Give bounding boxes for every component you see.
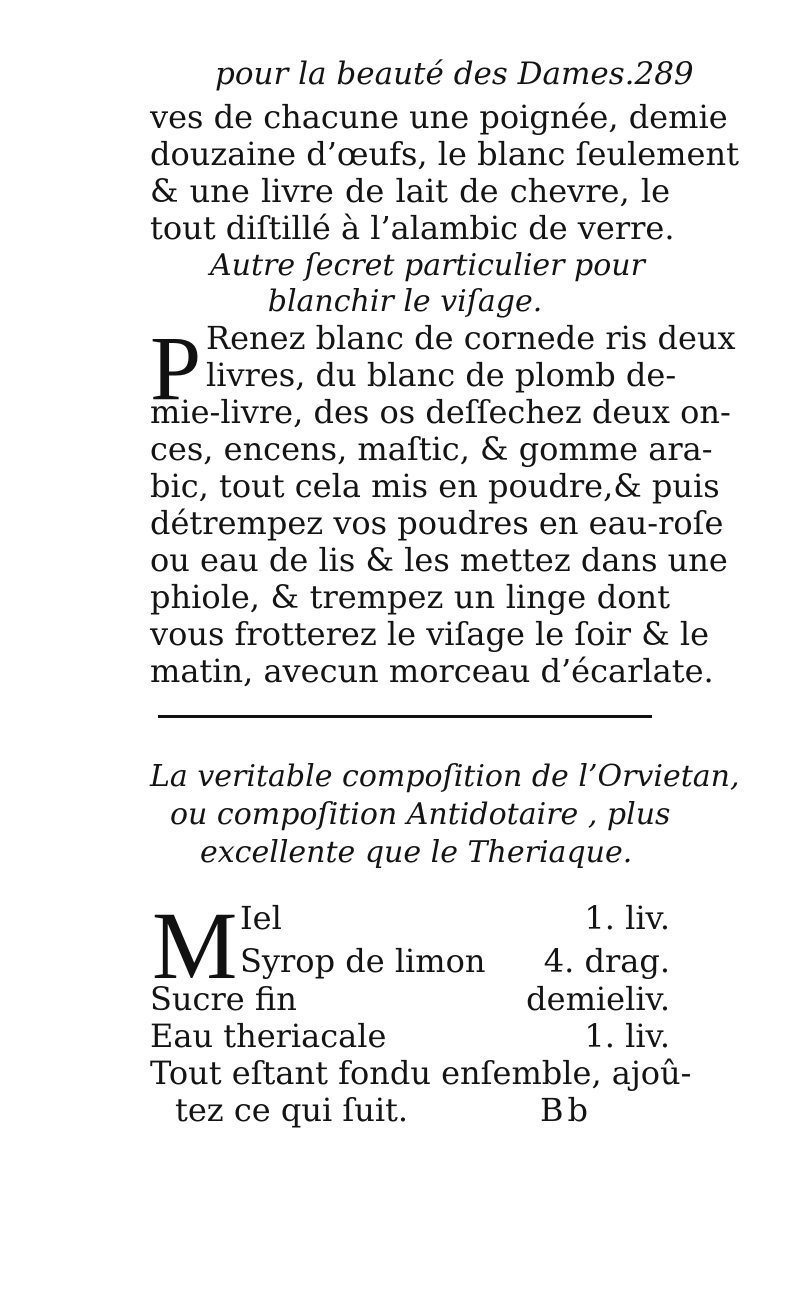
text-line: ou eau de lis & les mettez dans une — [150, 541, 728, 579]
ingredient-name: Syrop de limon — [240, 942, 486, 980]
text-line: ves de chacune une poignée, demie — [150, 98, 728, 136]
running-title: pour la beauté des Dames. — [215, 56, 635, 92]
ingredient-name: Eau theriacale — [150, 1017, 387, 1055]
running-header — [215, 52, 694, 96]
text-line: détrempez vos poudres en eau-roſe — [150, 504, 724, 542]
text-line: bic, tout cela mis en poudre,& puis — [150, 467, 720, 505]
text-line: matin, avecun morceau d’écarlate. — [150, 652, 714, 690]
text-line: mie-livre, des os deſſechez deux on- — [150, 393, 731, 431]
ingredient-row — [240, 898, 670, 938]
text-line: vous frotterez le viſage le ſoir & le — [150, 615, 710, 653]
section-heading: Autre ſecret particulier pour — [210, 248, 645, 283]
ingredient-quantity: demieliv. — [526, 980, 670, 1018]
drop-cap: P — [150, 317, 202, 419]
signature-mark: Bb — [540, 1091, 592, 1129]
ingredient-row — [240, 941, 670, 981]
ingredient-quantity: 1. liv. — [584, 1017, 670, 1055]
section-divider — [158, 715, 652, 718]
ingredient-row — [150, 979, 670, 1019]
section-heading: excellente que le Theriaque. — [200, 835, 633, 870]
text-line: Renez blanc de cornede ris deux — [206, 319, 736, 357]
text-line: tez ce qui ſuit. — [175, 1091, 409, 1129]
ingredient-quantity: 4. drag. — [543, 942, 670, 980]
text-line: tout diſtillé à l’alambic de verre. — [150, 209, 675, 247]
section-heading: ou compoſition Antidotaire , plus — [170, 797, 671, 832]
ingredient-row — [150, 1016, 670, 1056]
text-line: ces, encens, maſtic, & gomme ara- — [150, 430, 713, 468]
section-heading: blanchir le viſage. — [267, 284, 543, 319]
page-number: 289 — [634, 56, 694, 92]
text-line: phiole, & trempez un linge dont — [150, 578, 670, 616]
text-line: Tout eſtant fondu enſemble, ajoû- — [150, 1054, 692, 1092]
ingredient-quantity: 1. liv. — [584, 899, 670, 937]
text-line: douzaine d’œufs, le blanc ſeulement — [150, 135, 739, 173]
text-line: livres, du blanc de plomb de- — [206, 356, 677, 394]
ingredient-name: Sucre fin — [150, 980, 297, 1018]
text-line: & une livre de lait de chevre, le — [150, 172, 670, 210]
section-heading: La veritable compoſition de l’Orvietan, — [150, 759, 740, 794]
drop-cap: M — [152, 892, 238, 999]
ingredient-name: Iel — [240, 899, 282, 937]
